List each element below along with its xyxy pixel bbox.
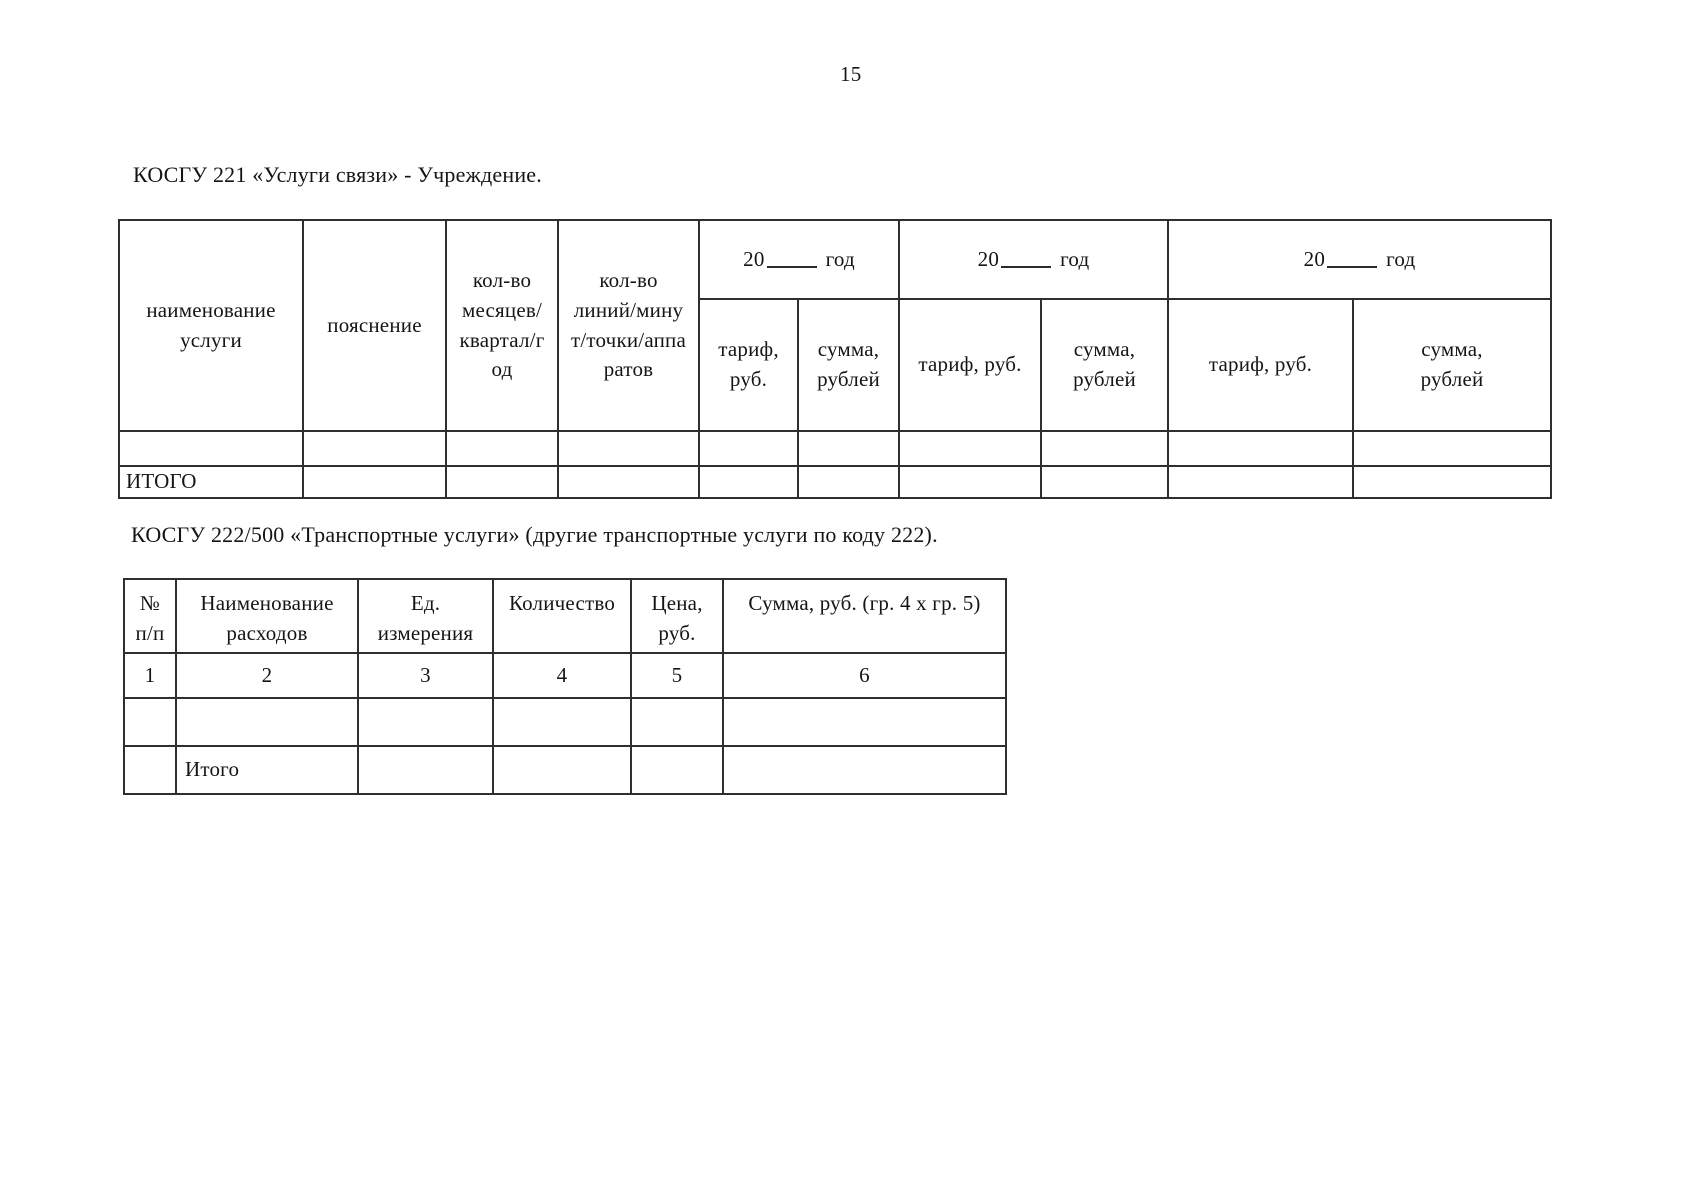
table1-total-label: ИТОГО — [119, 466, 303, 498]
column-number-4: 4 — [493, 653, 631, 698]
th-year-3 — [1168, 220, 1551, 299]
empty-cell — [124, 698, 176, 746]
empty-cell — [358, 698, 493, 746]
empty-cell — [558, 431, 699, 466]
year-suffix: год — [1060, 246, 1090, 271]
table2-total-label: Итого — [176, 746, 358, 794]
year-blank-line — [1327, 262, 1377, 268]
empty-cell — [119, 431, 303, 466]
section1-heading: КОСГУ 221 «Услуги связи» - Учреждение. — [133, 162, 542, 187]
empty-cell — [723, 698, 1006, 746]
empty-cell — [303, 431, 446, 466]
transport-services-table — [123, 578, 1007, 795]
empty-cell — [798, 466, 899, 498]
th-sum-year3: сумма, рублей — [1353, 299, 1551, 431]
section2-heading: КОСГУ 222/500 «Транспортные услуги» (другие транспортные услуги по коду 222). — [131, 522, 938, 547]
page-number: 15 — [840, 62, 862, 86]
column-number-6: 6 — [723, 653, 1006, 698]
empty-cell — [723, 746, 1006, 794]
empty-cell — [798, 431, 899, 466]
empty-cell — [899, 431, 1041, 466]
empty-cell — [1041, 466, 1168, 498]
communication-services-table — [118, 219, 1552, 499]
th-year-1 — [699, 220, 899, 299]
empty-cell — [558, 466, 699, 498]
th-expense-name: Наименование расходов — [176, 579, 358, 653]
year-blank-line — [1001, 262, 1051, 268]
th-service-name: наименование услуги — [119, 220, 303, 431]
th-sum-year1: сумма, рублей — [798, 299, 899, 431]
column-number-3: 3 — [358, 653, 493, 698]
empty-cell — [358, 746, 493, 794]
th-lines-count: кол-во линий/мину т/точки/аппа ратов — [558, 220, 699, 431]
th-tariff-year3: тариф, руб. — [1168, 299, 1353, 431]
year-prefix: 20 — [1303, 246, 1326, 271]
empty-cell — [446, 466, 558, 498]
empty-cell — [1353, 431, 1551, 466]
th-tariff-year2: тариф, руб. — [899, 299, 1041, 431]
empty-cell — [176, 698, 358, 746]
year-prefix: 20 — [743, 246, 765, 271]
empty-cell — [631, 746, 723, 794]
column-number-2: 2 — [176, 653, 358, 698]
year-blank-line — [767, 262, 817, 268]
column-number-1: 1 — [124, 653, 176, 698]
empty-cell — [493, 746, 631, 794]
th-year-2 — [899, 220, 1168, 299]
th-unit: Ед. измерения — [358, 579, 493, 653]
empty-cell — [1041, 431, 1168, 466]
empty-cell — [1353, 466, 1551, 498]
th-sum-year2: сумма, рублей — [1041, 299, 1168, 431]
th-tariff-year1: тариф, руб. — [699, 299, 798, 431]
empty-cell — [631, 698, 723, 746]
empty-cell — [899, 466, 1041, 498]
th-quantity: Количество — [493, 579, 631, 653]
year-prefix: 20 — [977, 246, 1000, 271]
th-explanation: пояснение — [303, 220, 446, 431]
empty-cell — [446, 431, 558, 466]
empty-cell — [1168, 466, 1353, 498]
empty-cell — [303, 466, 446, 498]
column-number-5: 5 — [631, 653, 723, 698]
th-row-number: № п/п — [124, 579, 176, 653]
year-suffix: год — [1386, 246, 1416, 271]
empty-cell — [1168, 431, 1353, 466]
empty-cell — [699, 466, 798, 498]
th-months-count: кол-во месяцев/ квартал/г од — [446, 220, 558, 431]
year-suffix: год — [825, 246, 855, 271]
empty-cell — [124, 746, 176, 794]
th-sum: Сумма, руб. (гр. 4 х гр. 5) — [723, 579, 1006, 653]
th-price: Цена, руб. — [631, 579, 723, 653]
empty-cell — [493, 698, 631, 746]
empty-cell — [699, 431, 798, 466]
